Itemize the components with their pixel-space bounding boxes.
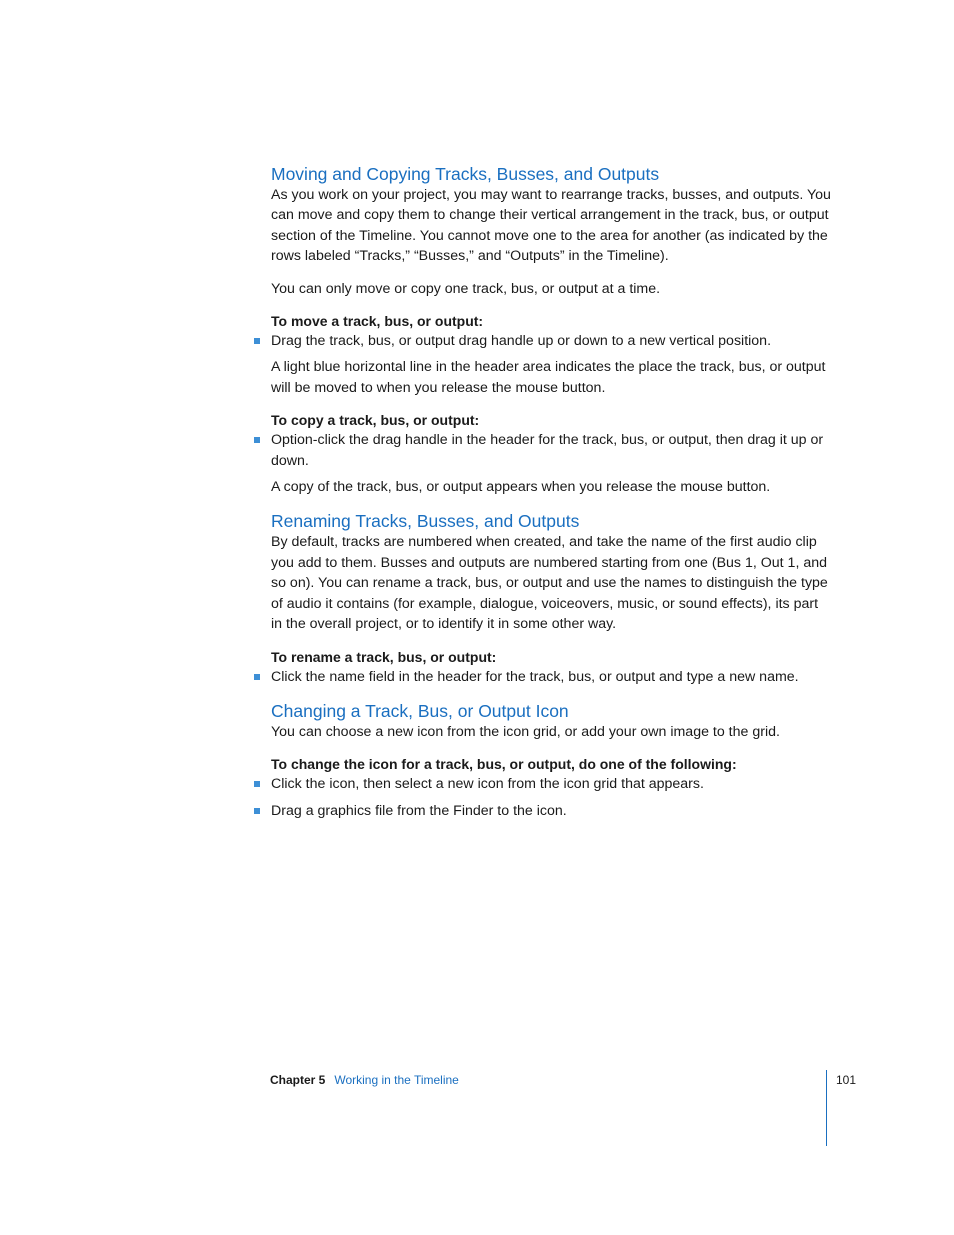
chapter-title-link[interactable]: Working in the Timeline: [334, 1073, 459, 1087]
task-heading-change-icon: To change the icon for a track, bus, or output, do one of the following:: [271, 756, 737, 773]
bullet-square-icon: [254, 338, 260, 344]
chapter-number: Chapter 5: [270, 1073, 326, 1087]
task-heading-copy: To copy a track, bus, or output:: [271, 412, 480, 429]
bullet-text: Drag the track, bus, or output drag handle up or down to a new vertical position.: [271, 333, 772, 350]
task-copy-result: A copy of the track, bus, or output appears when you release the mouse button.: [271, 479, 771, 496]
section-heading-renaming: Renaming Tracks, Busses, and Outputs: [271, 511, 580, 532]
bullet-square-icon: [254, 437, 260, 443]
footer-chapter-label: [270, 1071, 459, 1089]
list-item: [271, 331, 831, 351]
list-item: [271, 774, 831, 794]
section-renaming-intro: By default, tracks are numbered when created, and take the name of the first audio clip you add to them. Busses and outputs are numbered starting from one (Bus 1, Out 1, and so on). You can rename a track, bus, or output and use the names to distinguish the type of audio it contains (for example, dialogue, voiceovers, music, or sound effects), its part in the overall project, or to identify it in some other way.: [271, 534, 828, 633]
bullet-text: Click the icon, then select a new icon from the icon grid that appears.: [271, 776, 704, 793]
task-move-result: A light blue horizontal line in the header area indicates the place the track, bus, or output will be moved to when you release the mouse button.: [271, 359, 826, 396]
section-heading-moving-copying: Moving and Copying Tracks, Busses, and Outputs: [271, 164, 660, 184]
bullet-square-icon: [254, 781, 260, 787]
bullet-text: Option-click the drag handle in the header for the track, bus, or output, then drag it up or down.: [271, 432, 824, 469]
section-icon-intro: You can choose a new icon from the icon grid, or add your own image to the grid.: [271, 723, 780, 740]
bullet-text: Drag a graphics file from the Finder to the icon.: [271, 802, 567, 819]
footer-divider: [826, 1070, 827, 1146]
section-moving-note: You can only move or copy one track, bus, or output at a time.: [271, 280, 661, 297]
list-item: [271, 430, 831, 471]
bullet-square-icon: [254, 808, 260, 814]
page-content: [271, 163, 831, 821]
task-heading-move: To move a track, bus, or output:: [271, 313, 484, 330]
task-heading-rename: To rename a track, bus, or output:: [271, 648, 497, 665]
section-moving-intro: As you work on your project, you may want to rearrange tracks, busses, and outputs. You can move and copy them to change their vertical arrangement in the track, bus, or output section of the Timeline. You cannot move one to the area for another (as indicated by the rows labeled “Tracks,” “Busses,” and “Outputs” in the Timeline).: [271, 187, 831, 265]
bullet-text: Click the name field in the header for the track, bus, or output and type a new name.: [271, 668, 799, 685]
page-number: 101: [836, 1073, 857, 1087]
list-item: [271, 667, 831, 687]
list-item: [271, 801, 831, 821]
section-heading-icon: Changing a Track, Bus, or Output Icon: [271, 700, 569, 721]
bullet-square-icon: [254, 674, 260, 680]
